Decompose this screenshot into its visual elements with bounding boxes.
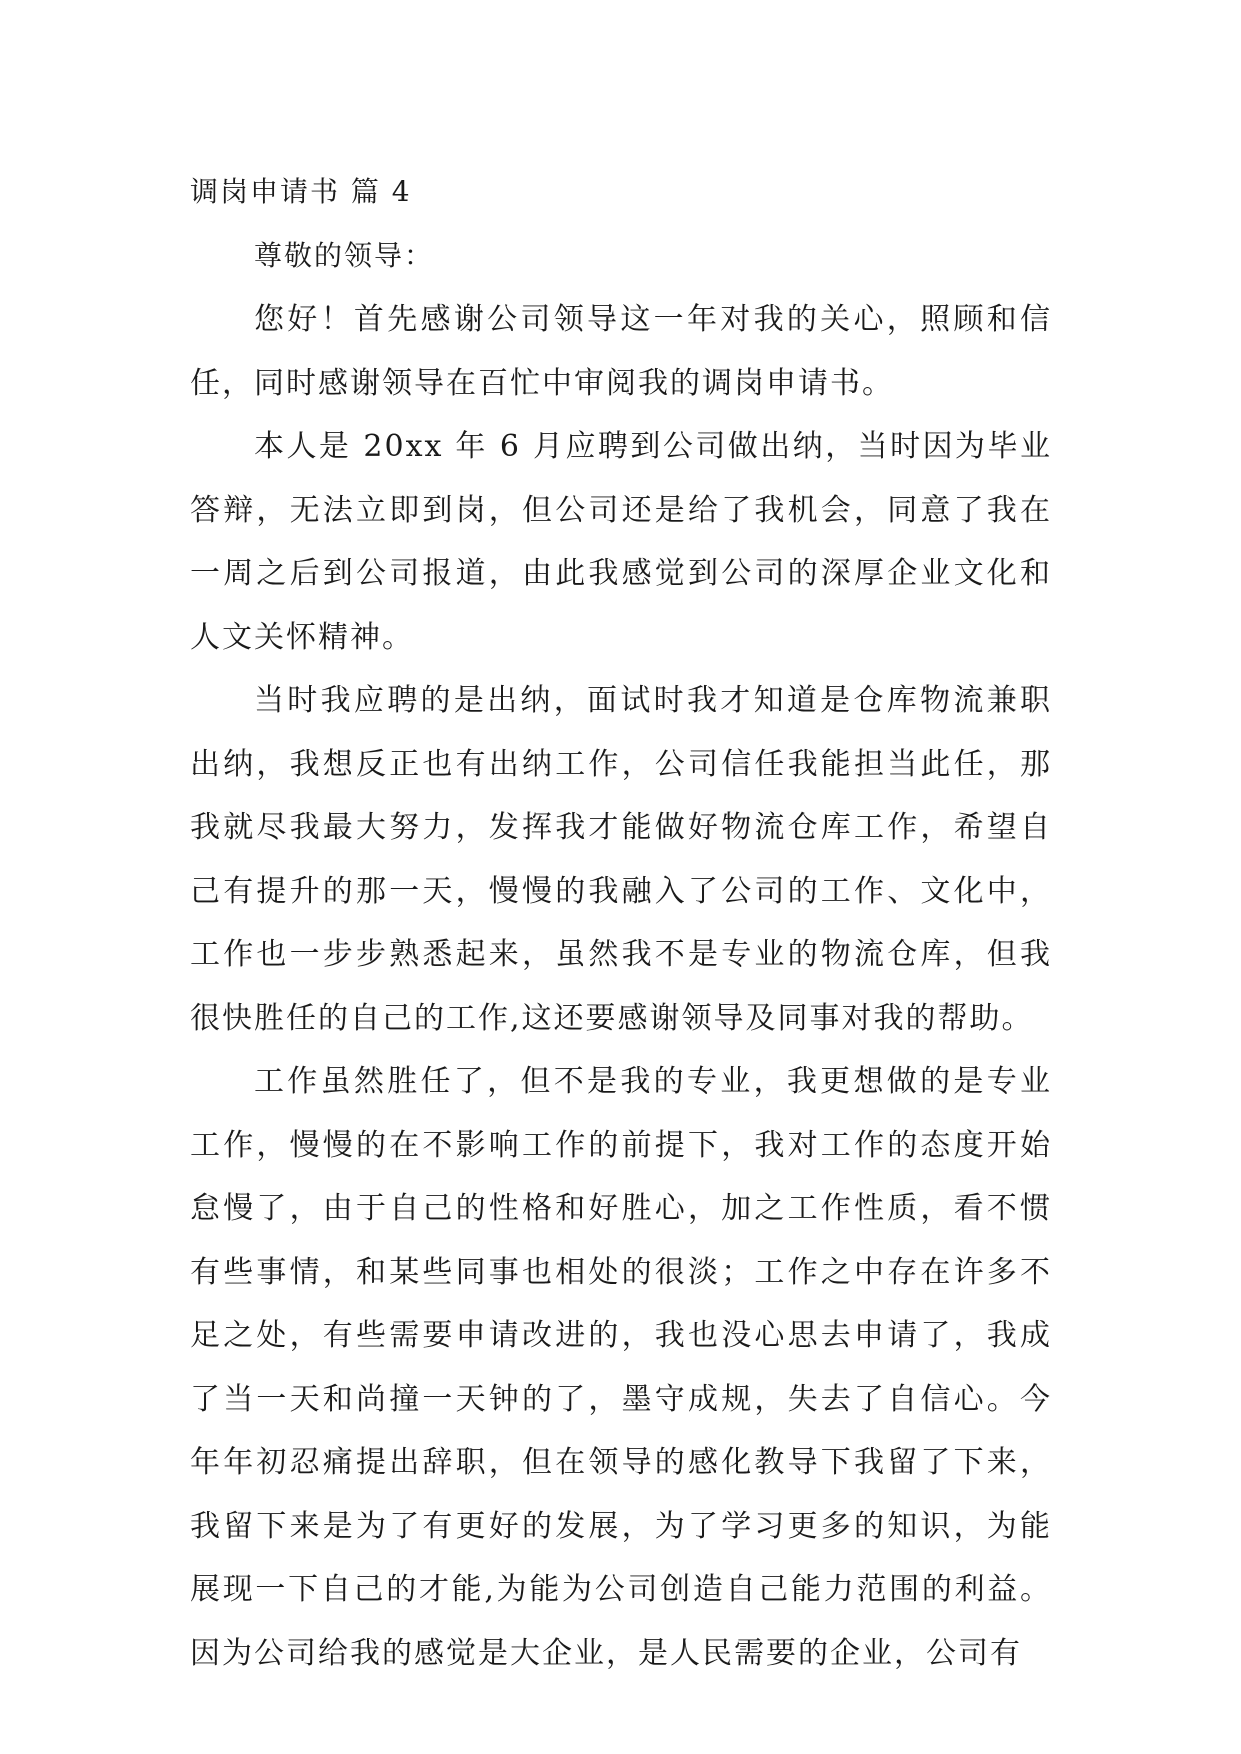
paragraph-background: 本人是 20xx 年 6 月应聘到公司做出纳，当时因为毕业答辩，无法立即到岗，但公司还是给了我机会，同意了我在一周之后到公司报道，由此我感觉到公司的深厚企业文化和人文关怀精神。	[190, 429, 1052, 655]
document-heading: 调岗申请书 篇 4	[190, 175, 412, 208]
paragraph-experience: 当时我应聘的是出纳，面试时我才知道是仓库物流兼职出纳，我想反正也有出纳工作，公司信任我能担当此任，那我就尽我最大努力，发挥我才能做好物流仓库工作，希望自己有提升的那一天，慢慢的我融入了公司的工作、文化中，工作也一步步熟悉起来，虽然我不是专业的物流仓库，但我很快胜任的自己的工作,这还要感谢领导及同事对我的帮助。	[190, 683, 1052, 1036]
paragraph-reflection: 工作虽然胜任了，但不是我的专业，我更想做的是专业工作，慢慢的在不影响工作的前提下，我对工作的态度开始怠慢了，由于自己的性格和好胜心，加之工作性质，看不惯有些事情，和某些同事也相处的很淡；工作之中存在许多不足之处，有些需要申请改进的，我也没心思去申请了，我成了当一天和尚撞一天钟的了，墨守成规，失去了自信心。今年年初忍痛提出辞职，但在领导的感化教导下我留了下来，我留下来是为了有更好的发展，为了学习更多的知识，为能展现一下自己的才能,为能为公司创造自己能力范围的利益。因为公司给我的感觉是大企业，是人民需要的企业，公司有	[190, 1064, 1052, 1671]
salutation: 尊敬的领导：	[254, 239, 435, 272]
document-body	[190, 160, 1052, 1685]
paragraph-greeting: 您好！首先感谢公司领导这一年对我的关心，照顾和信任，同时感谢领导在百忙中审阅我的调岗申请书。	[190, 302, 1052, 401]
